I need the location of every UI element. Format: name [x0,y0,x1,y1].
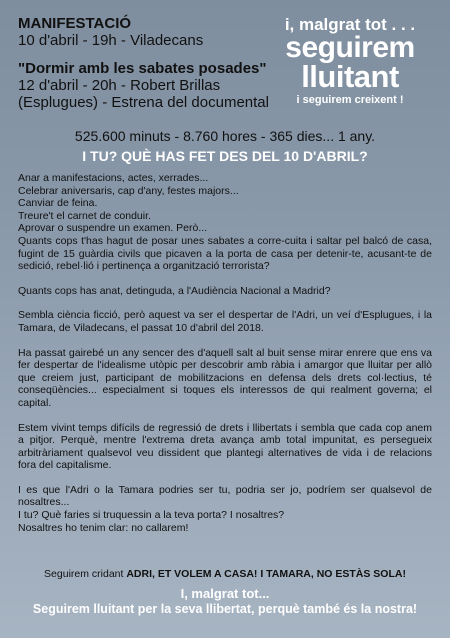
slogan-line-1: i, malgrat tot . . . [284,15,416,34]
paragraph-4: Ha passat gairebé un any sencer des d'aquell salt al buit sense mirar enrere que ens va fer despertar de l'idealisme utòpic per descobrir amb ràbia i amargor que lluitar per allò que creiem just, participant de mobilitzacions en defensa dels drets col·lectius, té conseqüències... especialment si toques els interessos de qui realment governa; el capital. [18,346,432,409]
slogan-logo [270,15,430,107]
list-item: Celebrar aniversaris, cap d'any, festes majors... [18,184,239,197]
closing-line [0,568,450,581]
paragraph-6a: I es que l'Adri o la Tamara podries ser tu, podria ser jo, podríem ser qualsevol de nosaltres... [18,483,432,509]
paragraph-2: Quants cops has anat, detinguda, a l'Audiència Nacional a Madrid? [18,284,331,297]
final-line-2: Seguirem lluitant per la seva llibertat, perquè també és la nostra! [32,602,418,616]
closing-prefix: Seguirem cridant [44,568,127,580]
events-block [18,15,288,111]
paragraph-6b: I tu? Què faries si truquessin a la teva porta? I nosaltres? [18,509,285,522]
paragraph-3: Sembla ciència ficció, però aquest va ser el despertar de l'Adri, un veí d'Esplugues, i la Tamara, de Viladecans, el passat 10 d'abril del 2018. [18,309,432,334]
closing-bold: ADRI, ET VOLEM A CASA! I TAMARA, NO ESTÀS SOLA! [126,568,406,580]
time-stats: 525.600 minuts - 8.760 hores - 365 dies... 1 any. [74,128,376,144]
list-item: Treure't el carnet de conduir. [18,209,151,222]
documentary-title: "Dormir amb les sabates posades" [18,60,267,77]
paragraph-5: Estem vivint temps difícils de regressió de drets i llibertats i sembla que cada cop anem a pitjor. Perquè, mentre l'extrema dreta avança amb total impunitat, es persegueix arbitràriament qualsevol veu dissident que plantegi alternatives de vida i de relacions fora del capitalisme. [18,421,432,472]
documentary-details-1: 12 d'abril - 20h - Robert Brillas [18,77,221,94]
demonstration-details: 10 d'abril - 19h - Viladecans [18,32,204,49]
documentary-details-2: (Esplugues) - Estrena del documental [18,94,269,111]
list-item: Anar a manifestacions, actes, xerrades... [18,172,209,184]
slogan-line-3: lluitant [301,59,399,94]
list-item: Aprovar o suspendre un examen. Però... [18,222,208,235]
slogan-line-2: seguirem [285,31,415,64]
body-text [18,172,432,534]
main-question: I TU? QUÈ HAS FET DES DEL 10 D'ABRIL? [82,148,368,164]
demonstration-title: MANIFESTACIÓ [18,15,132,32]
paragraph-1: Quants cops t'has hagut de posar unes sabates a corre-cuita i saltar pel balcó de casa, fugint de 15 guàrdia civils que picaven a la porta de casa per detenir-te, acusant-te de sedició, rebel·lió i pertinença a organització terrorista? [18,234,432,273]
list-item: Canviar de feina. [18,197,98,210]
slogan-line-4: i seguirem creixent ! [296,94,404,106]
final-line-1: I, malgrat tot... [180,586,270,601]
paragraph-6c: Nosaltres ho tenim clar: no callarem! [18,521,189,534]
